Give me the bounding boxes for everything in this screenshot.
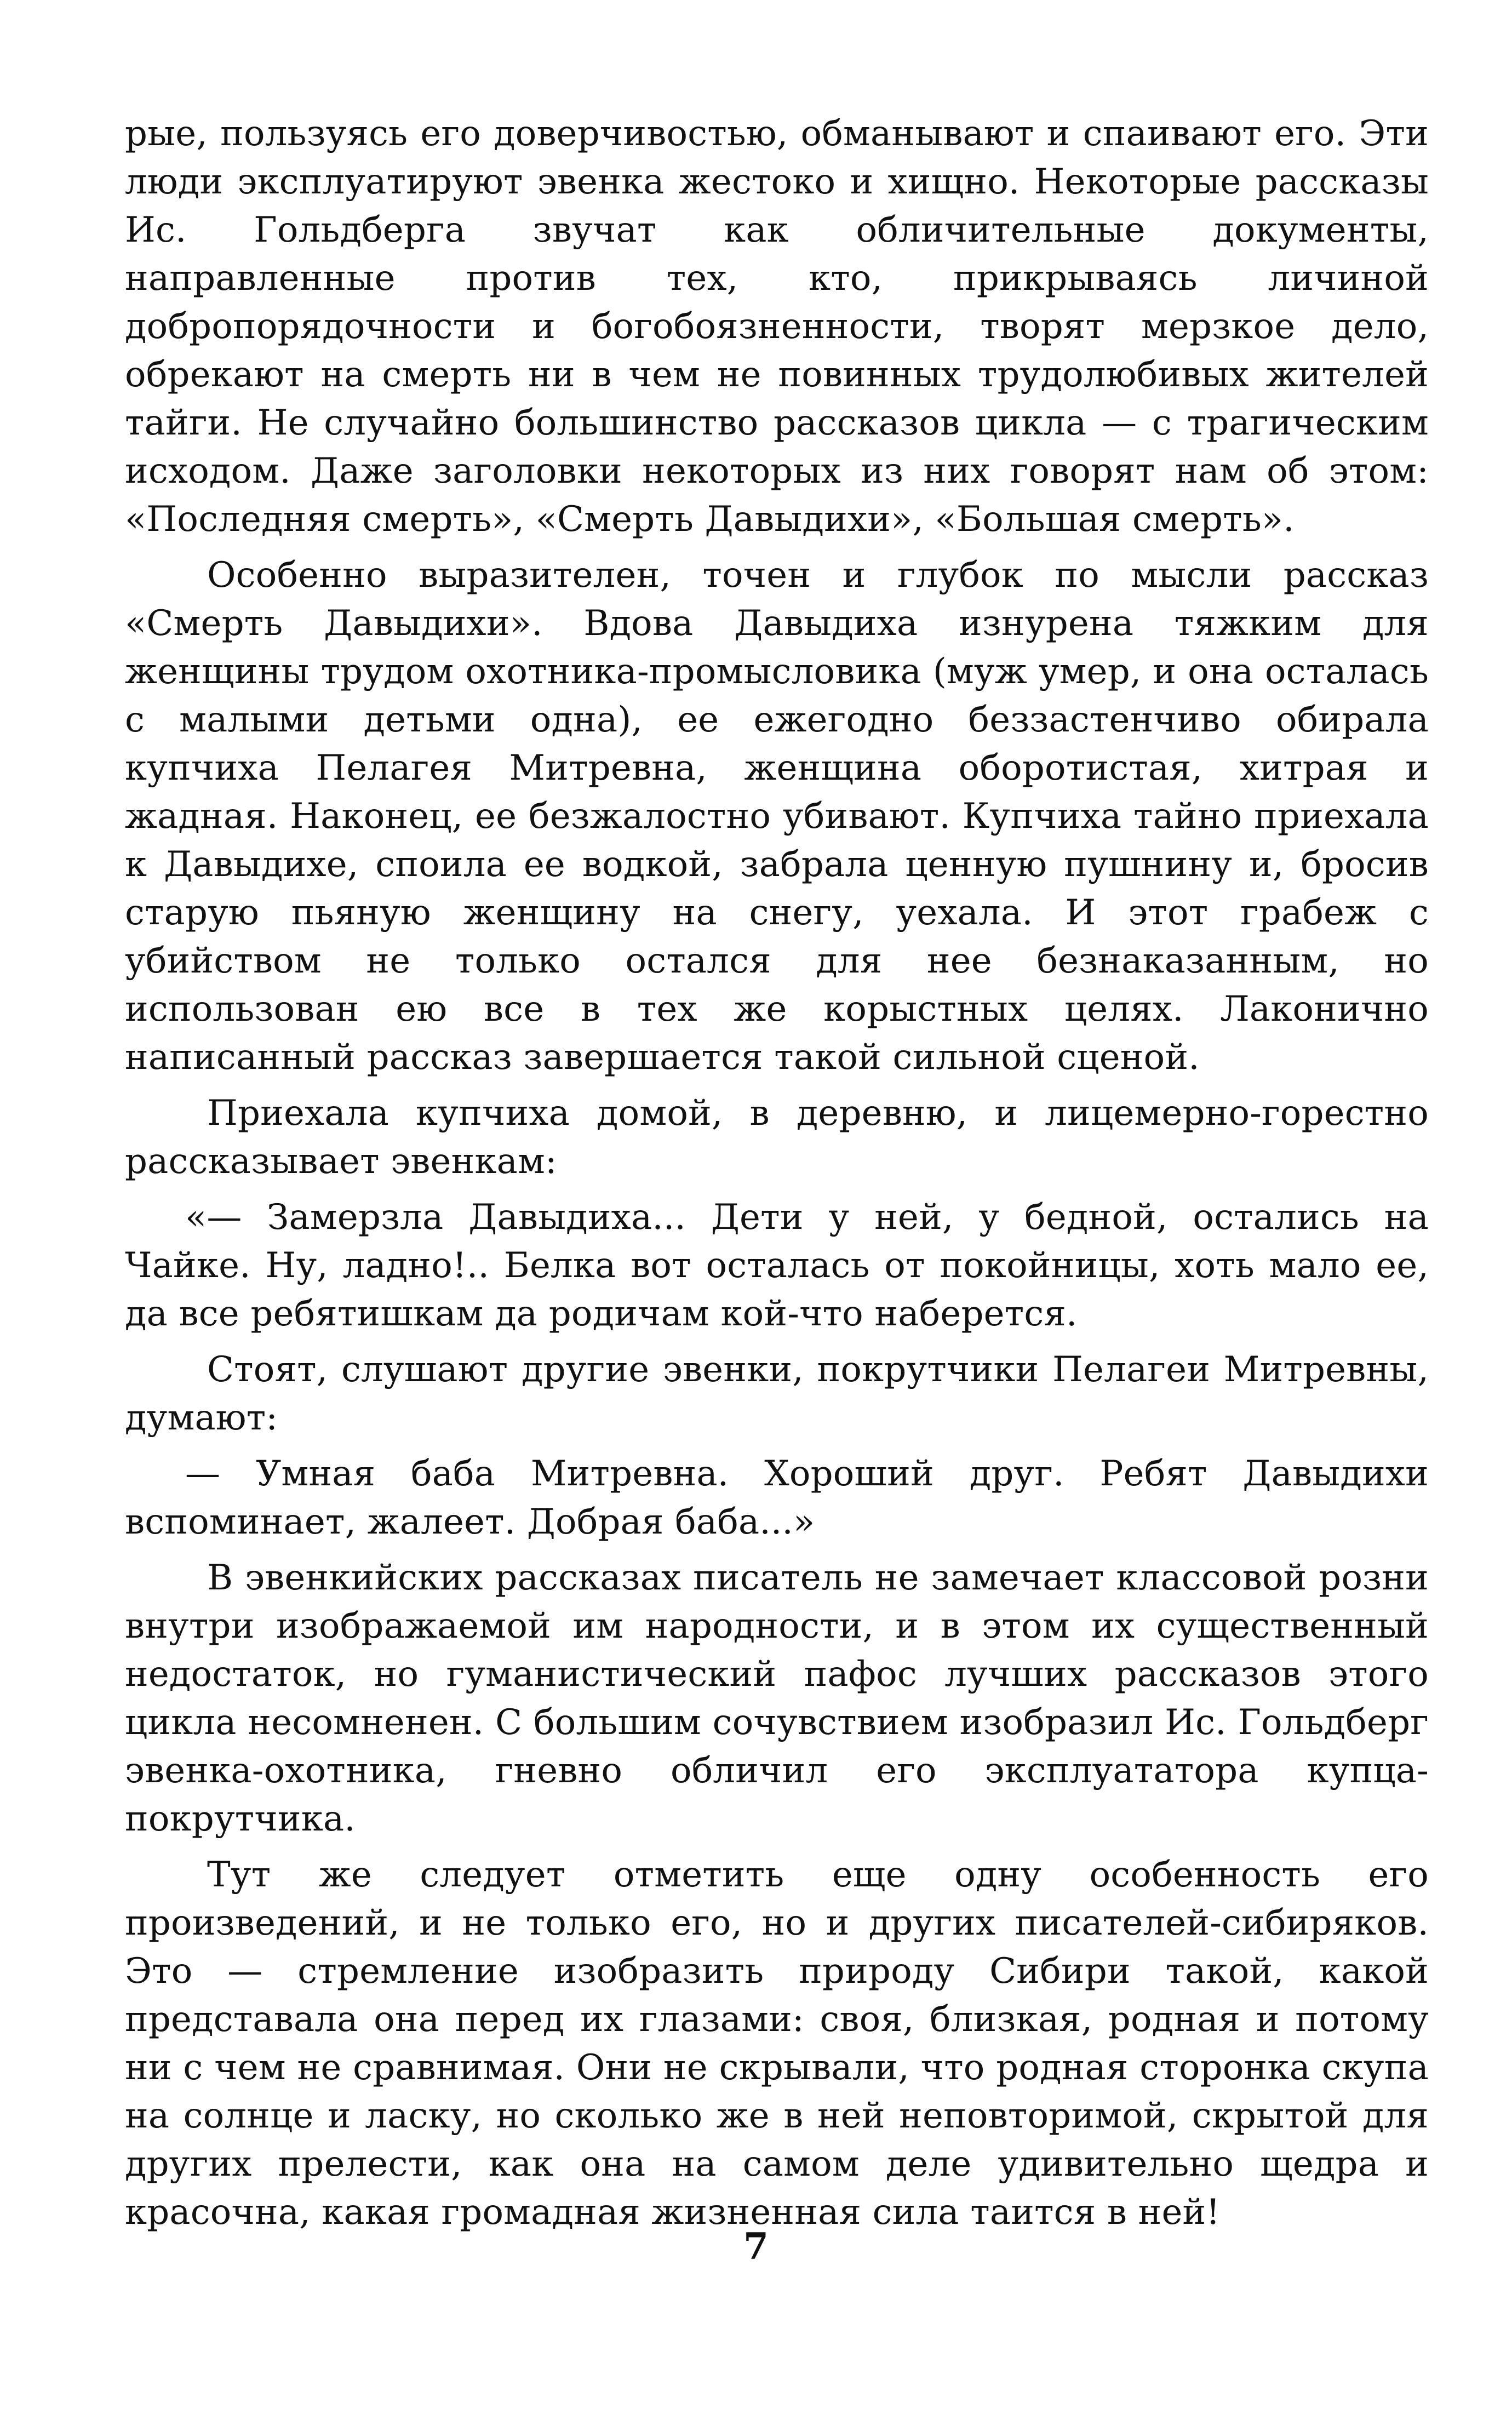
quote-merchant-speech: «— Замерзла Давыдиха... Дети у ней, у бедной, остались на Чайке. Ну, ладно!.. Белка вот осталась от покойницы, хоть мало ее, да все ребятишкам да родичам кой-что наберется. [125, 1197, 1429, 1334]
paragraph-continuation: рые, пользуясь его доверчивостью, обманывают и спаивают его. Эти люди эксплуатируют эвенка жестоко и хищно. Некоторые рассказы Ис. Гольдберга звучат как обличительные документы, направленные против тех, кто, прикрываясь личиной добропорядочности и богобоязненности, творят мерзкое дело, обрекают на смерть ни в чем не повинных трудолюбивых жителей тайги. Не случайно большинство рассказов цикла — с трагическим исходом. Даже заголовки некоторых из них говорят нам об этом: «Последняя смерть», «Смерть Давыдихи», «Большая смерть». [125, 113, 1429, 540]
body-text [125, 110, 1429, 2244]
quote-evenks-thoughts: — Умная баба Митревна. Хороший друг. Ребят Давыдихи вспоминает, жалеет. Добрая баба...» [125, 1454, 1429, 1542]
paragraph-siberian-nature: Тут же следует отметить еще одну особенность его произведений, и не только его, но и других писателей-сибиряков. Это — стремление изобразить природу Сибири такой, какой представала она перед их глазами: своя, близкая, родная и потому ни с чем не сравнимая. Они не скрывали, что родная сторонка скупа на солнце и ласку, но сколько же в ней неповторимой, скрытой для других прелести, как она на самом деле удивительно щедра и красочна, какая громадная жизненная сила таится в ней! [125, 1855, 1429, 2233]
paragraph-davydikha-story: Особенно выразителен, точен и глубок по мысли рассказ «Смерть Давыдихи». Вдова Давыдиха изнурена тяжким для женщины трудом охотника-промысловика (муж умер, и она осталась с малыми детьми одна), ее ежегодно беззастенчиво обирала купчиха Пелагея Митревна, женщина оборотистая, хитрая и жадная. Наконец, ее безжалостно убивают. Купчиха тайно приехала к Давыдихе, споила ее водкой, забрала ценную пушнину и, бросив старую пьяную женщину на снегу, уехала. И этот грабеж с убийством не только остался для нее безнаказанным, но использован ею все в тех же корыстных целях. Лаконично написанный рассказ завершается такой сильной сценой. [125, 555, 1429, 1078]
paragraph-evenks-listen: Стоят, слушают другие эвенки, покрутчики Пелагеи Митревны, думают: [125, 1349, 1429, 1438]
paragraph-merchant-returns: Приехала купчиха домой, в деревню, и лицемерно-горестно рассказывает эвенкам: [125, 1093, 1429, 1182]
paragraph-evenk-stories: В эвенкийских рассказах писатель не замечает классовой розни внутри изображаемой им народности, и в этом их существенный недостаток, но гуманистический пафос лучших рассказов этого цикла несомненен. С большим сочувствием изобразил Ис. Гольдберг эвенка-охотника, гневно обличил его эксплуататора купца-покрутчика. [125, 1558, 1429, 1839]
page-number: 7 [743, 2225, 769, 2268]
